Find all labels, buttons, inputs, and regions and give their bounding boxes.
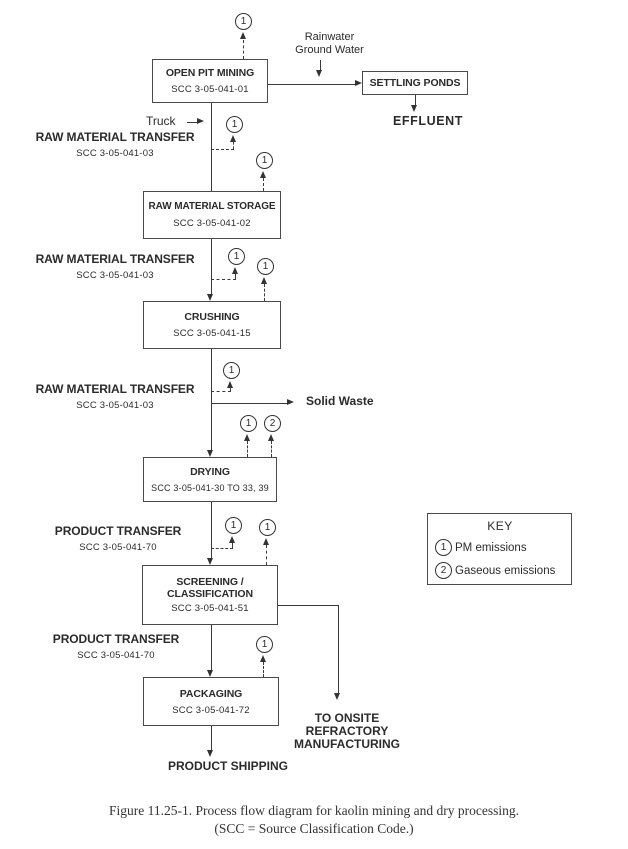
- drying-scc: SCC 3-05-041-30 TO 33, 39: [151, 483, 269, 493]
- to-onsite-line2: REFRACTORY: [305, 723, 389, 738]
- flow-line-screening-to-packaging: [211, 625, 212, 670]
- transfer-scc: SCC 3-05-041-03: [76, 148, 154, 159]
- pm-emission-marker: 1: [257, 258, 274, 275]
- key-legend: [427, 513, 572, 585]
- arrowhead-into-packaging: [207, 670, 213, 677]
- transfer-scc: SCC 3-05-041-70: [77, 650, 155, 661]
- pm-emission-marker: 1: [228, 248, 245, 265]
- product-shipping-label: PRODUCT SHIPPING: [167, 759, 288, 773]
- key-item-label: PM emissions: [455, 541, 527, 554]
- figure-caption: [0, 803, 628, 837]
- pm-emission-marker: 1: [240, 415, 257, 432]
- raw-material-transfer-label-2: [22, 252, 208, 281]
- process-box-screening-classification: [142, 565, 278, 625]
- screening-scc: SCC 3-05-041-51: [171, 603, 249, 614]
- effluent-arrow-line: [415, 95, 416, 105]
- transfer-name: RAW MATERIAL TRANSFER: [35, 130, 195, 144]
- gaseous-emission-marker: 2: [264, 415, 281, 432]
- emission-arrowhead: [244, 434, 250, 441]
- crushing-scc: SCC 3-05-041-15: [173, 328, 251, 339]
- arrowhead-into-crushing: [207, 294, 213, 301]
- transfer-scc: SCC 3-05-041-70: [79, 542, 157, 553]
- to-onsite-line3: MANUFACTURING: [294, 736, 400, 751]
- process-box-drying: [143, 457, 277, 502]
- emission-dash: [230, 388, 231, 391]
- emission-dash: [232, 543, 233, 548]
- emission-dash: [263, 178, 264, 191]
- flow-line-crushing-to-drying: [211, 349, 212, 450]
- transfer-name: RAW MATERIAL TRANSFER: [35, 382, 195, 396]
- raw-material-storage-label: RAW MATERIAL STORAGE: [148, 201, 276, 212]
- emission-dash: [243, 40, 244, 59]
- emission-dash: [263, 662, 264, 677]
- refractory-branch-vertical: [338, 605, 339, 693]
- pm-emission-marker: 1: [223, 362, 240, 379]
- flow-line-packaging-to-shipping: [211, 726, 212, 750]
- emission-dash: [211, 391, 231, 392]
- to-onsite-line1: TO ONSITE: [314, 711, 380, 725]
- emission-dash: [211, 548, 233, 549]
- pm-emission-marker: 1: [225, 517, 242, 534]
- process-box-crushing: [143, 301, 281, 349]
- packaging-label: PACKAGING: [179, 687, 243, 700]
- truck-arrow-line: [187, 122, 197, 123]
- emission-arrowhead: [263, 538, 269, 545]
- rainwater-arrow-line: [320, 60, 321, 70]
- caption-line2: (SCC = Source Classification Code.): [214, 821, 414, 836]
- raw-material-storage-scc: SCC 3-05-041-02: [173, 218, 251, 229]
- solid-waste-line: [211, 403, 287, 404]
- transfer-name: PRODUCT TRANSFER: [54, 524, 182, 538]
- truck-label: Truck: [146, 114, 176, 128]
- process-box-settling-ponds: [362, 71, 468, 95]
- transfer-name: RAW MATERIAL TRANSFER: [35, 252, 195, 266]
- arrowhead-into-settling-ponds: [355, 80, 362, 86]
- emission-arrowhead: [260, 171, 266, 178]
- process-box-packaging: [143, 677, 279, 726]
- caption-line1: Figure 11.25-1. Process flow diagram for kaolin mining and dry processing.: [108, 803, 520, 818]
- product-transfer-label-2: [36, 632, 196, 661]
- process-box-raw-material-storage: [143, 191, 281, 239]
- emission-dash: [211, 279, 236, 280]
- settling-ponds-label: SETTLING PONDS: [369, 77, 461, 89]
- product-transfer-label-1: [38, 524, 198, 553]
- arrowhead-effluent: [411, 105, 417, 112]
- flow-line-openpit-to-settling: [268, 84, 355, 85]
- transfer-scc: SCC 3-05-041-03: [76, 270, 154, 281]
- emission-dash: [266, 545, 267, 565]
- rainwater-line1: Rainwater: [304, 31, 355, 43]
- raw-material-transfer-label-3: [22, 382, 208, 411]
- key-item-label: Gaseous emissions: [455, 564, 556, 577]
- screening-label-line1: SCREENING /: [176, 576, 244, 588]
- emission-dash: [247, 441, 248, 457]
- open-pit-mining-label: OPEN PIT MINING: [165, 67, 255, 79]
- key-item-gaseous: [435, 562, 565, 579]
- emission-dash: [233, 142, 234, 149]
- key-item-pm: [435, 539, 565, 556]
- emission-arrowhead: [229, 536, 235, 543]
- emission-dash: [264, 284, 265, 301]
- refractory-branch-horizontal: [278, 605, 339, 606]
- arrowhead-product-shipping: [207, 750, 213, 757]
- emission-dash: [235, 274, 236, 279]
- crushing-label: CRUSHING: [184, 311, 240, 323]
- raw-material-transfer-label-1: [22, 130, 208, 159]
- emission-arrowhead: [261, 277, 267, 284]
- emission-arrowhead: [240, 32, 246, 39]
- packaging-scc: SCC 3-05-041-72: [172, 704, 250, 716]
- pm-emission-key-marker: 1: [435, 539, 452, 556]
- transfer-scc: SCC 3-05-041-03: [76, 400, 154, 411]
- emission-dash: [211, 149, 234, 150]
- arrowhead-into-screening: [207, 558, 213, 565]
- emission-arrowhead: [230, 135, 236, 142]
- arrowhead-into-drying: [207, 450, 213, 457]
- pm-emission-marker: 1: [226, 116, 243, 133]
- to-onsite-refractory-label: [285, 712, 409, 750]
- emission-dash: [271, 441, 272, 457]
- screening-label-line2: CLASSIFICATION: [167, 588, 253, 600]
- emission-arrowhead: [232, 267, 238, 274]
- gaseous-emission-key-marker: 2: [435, 562, 452, 579]
- pm-emission-marker: 1: [259, 519, 276, 536]
- pm-emission-marker: 1: [235, 13, 252, 30]
- drying-label: DRYING: [190, 466, 230, 478]
- arrowhead-truck: [197, 118, 204, 124]
- rainwater-groundwater-label: [282, 31, 377, 56]
- pm-emission-marker: 1: [256, 152, 273, 169]
- flow-line-storage-to-crushing: [211, 239, 212, 295]
- solid-waste-label: Solid Waste: [306, 394, 374, 408]
- emission-arrowhead: [227, 381, 233, 388]
- flow-line-openpit-to-storage: [211, 103, 212, 191]
- process-box-open-pit-mining: [152, 59, 268, 103]
- arrowhead-solid-waste: [287, 399, 294, 405]
- emission-arrowhead: [268, 434, 274, 441]
- flow-line-drying-to-screening: [211, 502, 212, 558]
- key-title: KEY: [487, 519, 513, 533]
- open-pit-mining-scc: SCC 3-05-041-01: [171, 84, 249, 95]
- arrowhead-rainwater: [316, 70, 322, 77]
- effluent-label: EFFLUENT: [392, 114, 464, 128]
- rainwater-line2: Ground Water: [295, 43, 364, 56]
- emission-arrowhead: [260, 655, 266, 662]
- transfer-name: PRODUCT TRANSFER: [52, 632, 180, 646]
- pm-emission-marker: 1: [256, 636, 273, 653]
- arrowhead-refractory: [334, 693, 340, 700]
